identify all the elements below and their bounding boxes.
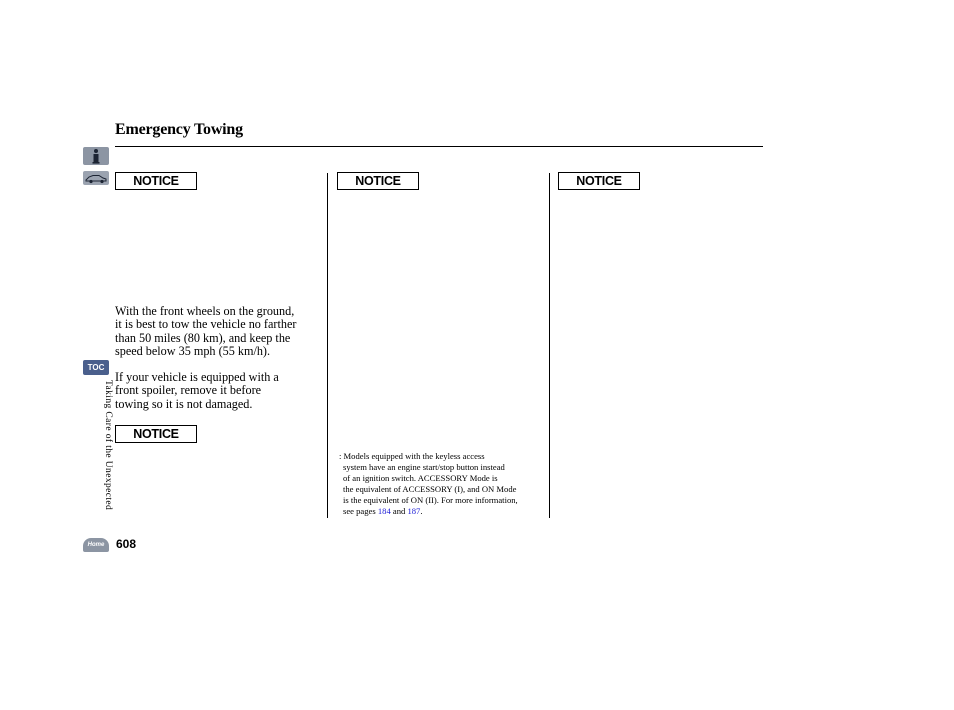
page-number: 608 (116, 537, 137, 551)
info-button[interactable] (83, 147, 109, 165)
keyless-access-footnote (339, 451, 544, 516)
title-divider (115, 146, 763, 147)
page-link-187[interactable]: 187 (407, 505, 421, 516)
footnote-line: is the equivalent of ON (II). For more information, (343, 494, 518, 505)
notice-label: NOTICE (115, 172, 197, 190)
paragraph-line: With the front wheels on the ground, (115, 304, 295, 318)
home-button[interactable]: Home (83, 538, 109, 552)
notice-label: NOTICE (337, 172, 419, 190)
toc-button[interactable]: TOC (83, 360, 109, 375)
notice-label: NOTICE (115, 425, 197, 443)
footnote-line: system have an engine start/stop button instead (343, 461, 505, 472)
column-divider (327, 173, 328, 518)
paragraph-line: front spoiler, remove it before (115, 383, 262, 398)
towing-distance-paragraph (115, 305, 325, 359)
vehicle-index-button[interactable] (83, 171, 109, 185)
page-link-184[interactable]: 184 (377, 505, 391, 516)
footnote-text: . (420, 505, 423, 516)
section-label: Taking Care of the Unexpected (103, 380, 113, 511)
car-icon (84, 171, 108, 185)
footnote-line (339, 506, 544, 517)
info-icon (90, 147, 102, 165)
paragraph-line: speed below 35 mph (55 km/h). (115, 344, 271, 359)
footnote-text: and (390, 505, 408, 516)
paragraph-line: towing so it is not damaged. (115, 396, 253, 411)
footnote-line: : Models equipped with the keyless access (339, 451, 485, 461)
footnote-line: the equivalent of ACCESSORY (I), and ON Mode (343, 483, 517, 494)
paragraph-line: it is best to tow the vehicle no farther (115, 317, 297, 332)
page-title: Emergency Towing (115, 121, 243, 138)
footnote-line: of an ignition switch. ACCESSORY Mode is (343, 472, 498, 483)
column-divider (549, 173, 550, 518)
footnote-text: see pages (343, 505, 378, 516)
notice-label: NOTICE (558, 172, 640, 190)
front-spoiler-paragraph (115, 371, 325, 411)
paragraph-line: If your vehicle is equipped with a (115, 370, 279, 384)
paragraph-line: than 50 miles (80 km), and keep the (115, 330, 291, 345)
